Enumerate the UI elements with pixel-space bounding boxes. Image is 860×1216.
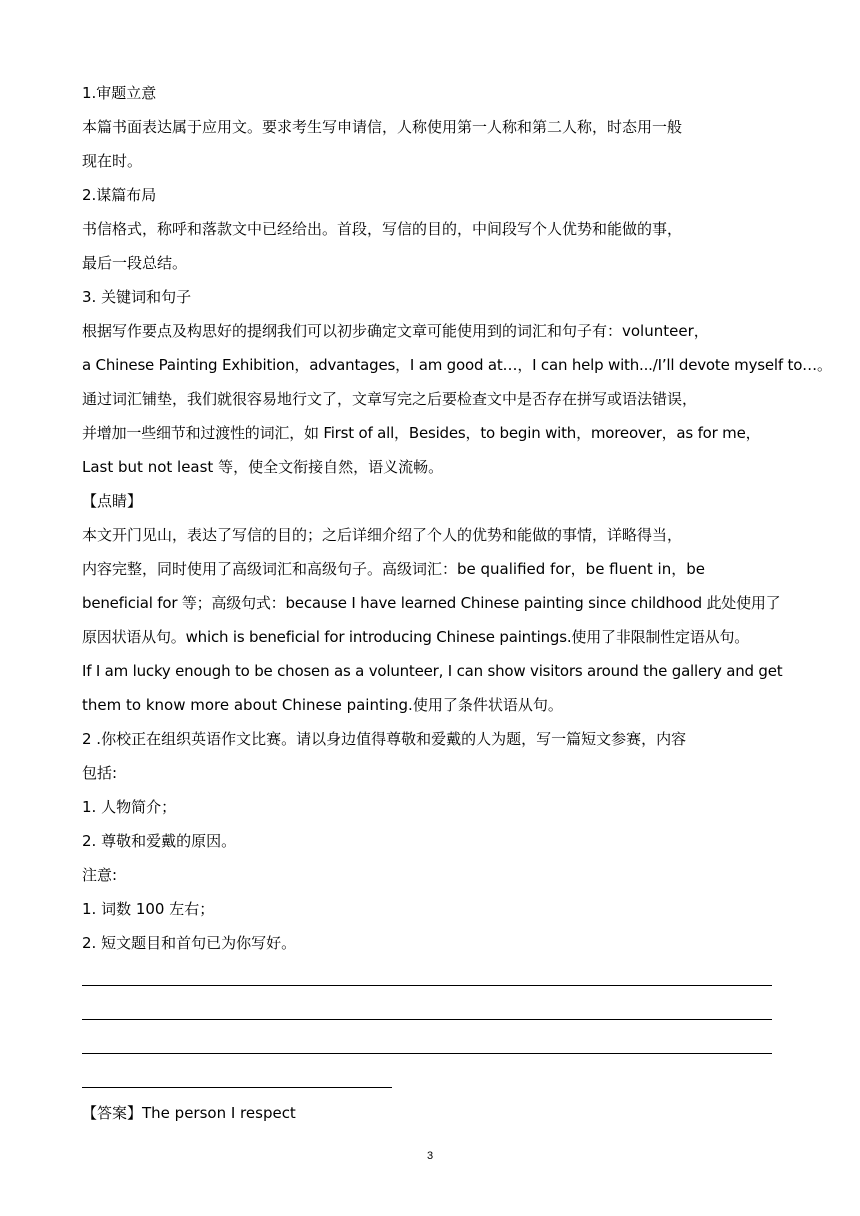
note-heading: 注意:: [82, 866, 118, 884]
paragraph-line: 本篇书面表达属于应用文。要求考生写申请信，人称使用第一人称和第二人称，时态用一般: [82, 118, 683, 136]
paragraph-line: 最后一段总结。: [82, 254, 188, 272]
answer-label: 【答案】: [82, 1104, 143, 1122]
list-item: 1. 词数 100 左右；: [82, 900, 215, 918]
blank-rule: [82, 1019, 772, 1020]
list-item: 1. 人物简介；: [82, 798, 177, 816]
paragraph-line: 内容完整，同时使用了高级词汇和高级句子。高级词汇：be qualified for，be fluent in，be: [82, 560, 705, 578]
paragraph-line: a Chinese Painting Exhibition，advantages，I am good at…，I can help with.../I’ll devote myself to…。: [82, 356, 832, 374]
answer-blank-line[interactable]: [82, 994, 776, 1028]
comment-heading: 【点睛】: [82, 492, 143, 510]
paragraph-line: them to know more about Chinese painting.使用了条件状语从句。: [82, 696, 563, 714]
paragraph-line: 原因状语从句。which is beneficial for introducing Chinese paintings.使用了非限制性定语从句。: [82, 628, 750, 646]
paragraph-line: 书信格式，称呼和落款文中已经给出。首段，写信的目的，中间段写个人优势和能做的事，: [82, 220, 683, 238]
list-item: 2. 尊敬和爱戴的原因。: [82, 832, 237, 850]
paragraph-line: If I am lucky enough to be chosen as a volunteer, I can show visitors around the gallery and get: [82, 662, 783, 680]
blank-rule: [82, 985, 772, 986]
paragraph-line: 现在时。: [82, 152, 143, 170]
page-number: 3: [426, 1150, 434, 1162]
paragraph-line: Last but not least 等，使全文衔接自然，语义流畅。: [82, 458, 444, 476]
list-item: 2. 短文题目和首句已为你写好。: [82, 934, 297, 952]
paragraph-line: 并增加一些细节和过渡性的词汇，如 First of all，Besides，to begin with，moreover，as for me，: [82, 424, 761, 442]
document-body: [82, 76, 832, 1130]
answer-blank-line[interactable]: [82, 1028, 776, 1062]
question-prompt: 包括:: [82, 764, 118, 782]
section-heading: 1.审题立意: [82, 84, 157, 102]
answer-text: The person I respect: [142, 1104, 296, 1122]
paragraph-line: 本文开门见山，表达了写信的目的；之后详细介绍了个人的优势和能做的事情，详略得当，: [82, 526, 683, 544]
question-prompt: 2 .你校正在组织英语作文比赛。请以身边值得尊敬和爱戴的人为题，写一篇短文参赛，内容: [82, 730, 687, 748]
answer-blank-line[interactable]: [82, 1062, 776, 1096]
paragraph-line: 通过词汇铺垫，我们就很容易地行文了，文章写完之后要检查文中是否存在拼写或语法错误，: [82, 390, 698, 408]
section-heading: 3. 关键词和句子: [82, 288, 192, 306]
blank-rule: [82, 1053, 772, 1054]
paragraph-line: 根据写作要点及构思好的提纲我们可以初步确定文章可能使用到的词汇和句子有：volunteer，: [82, 322, 709, 340]
answer-blank-line[interactable]: [82, 960, 776, 994]
blank-rule: [82, 1087, 392, 1088]
paragraph-line: beneficial for 等；高级句式：because I have learned Chinese painting since childhood 此处使用了: [82, 594, 781, 612]
section-heading: 2.谋篇布局: [82, 186, 157, 204]
answer-line: [82, 1096, 776, 1130]
